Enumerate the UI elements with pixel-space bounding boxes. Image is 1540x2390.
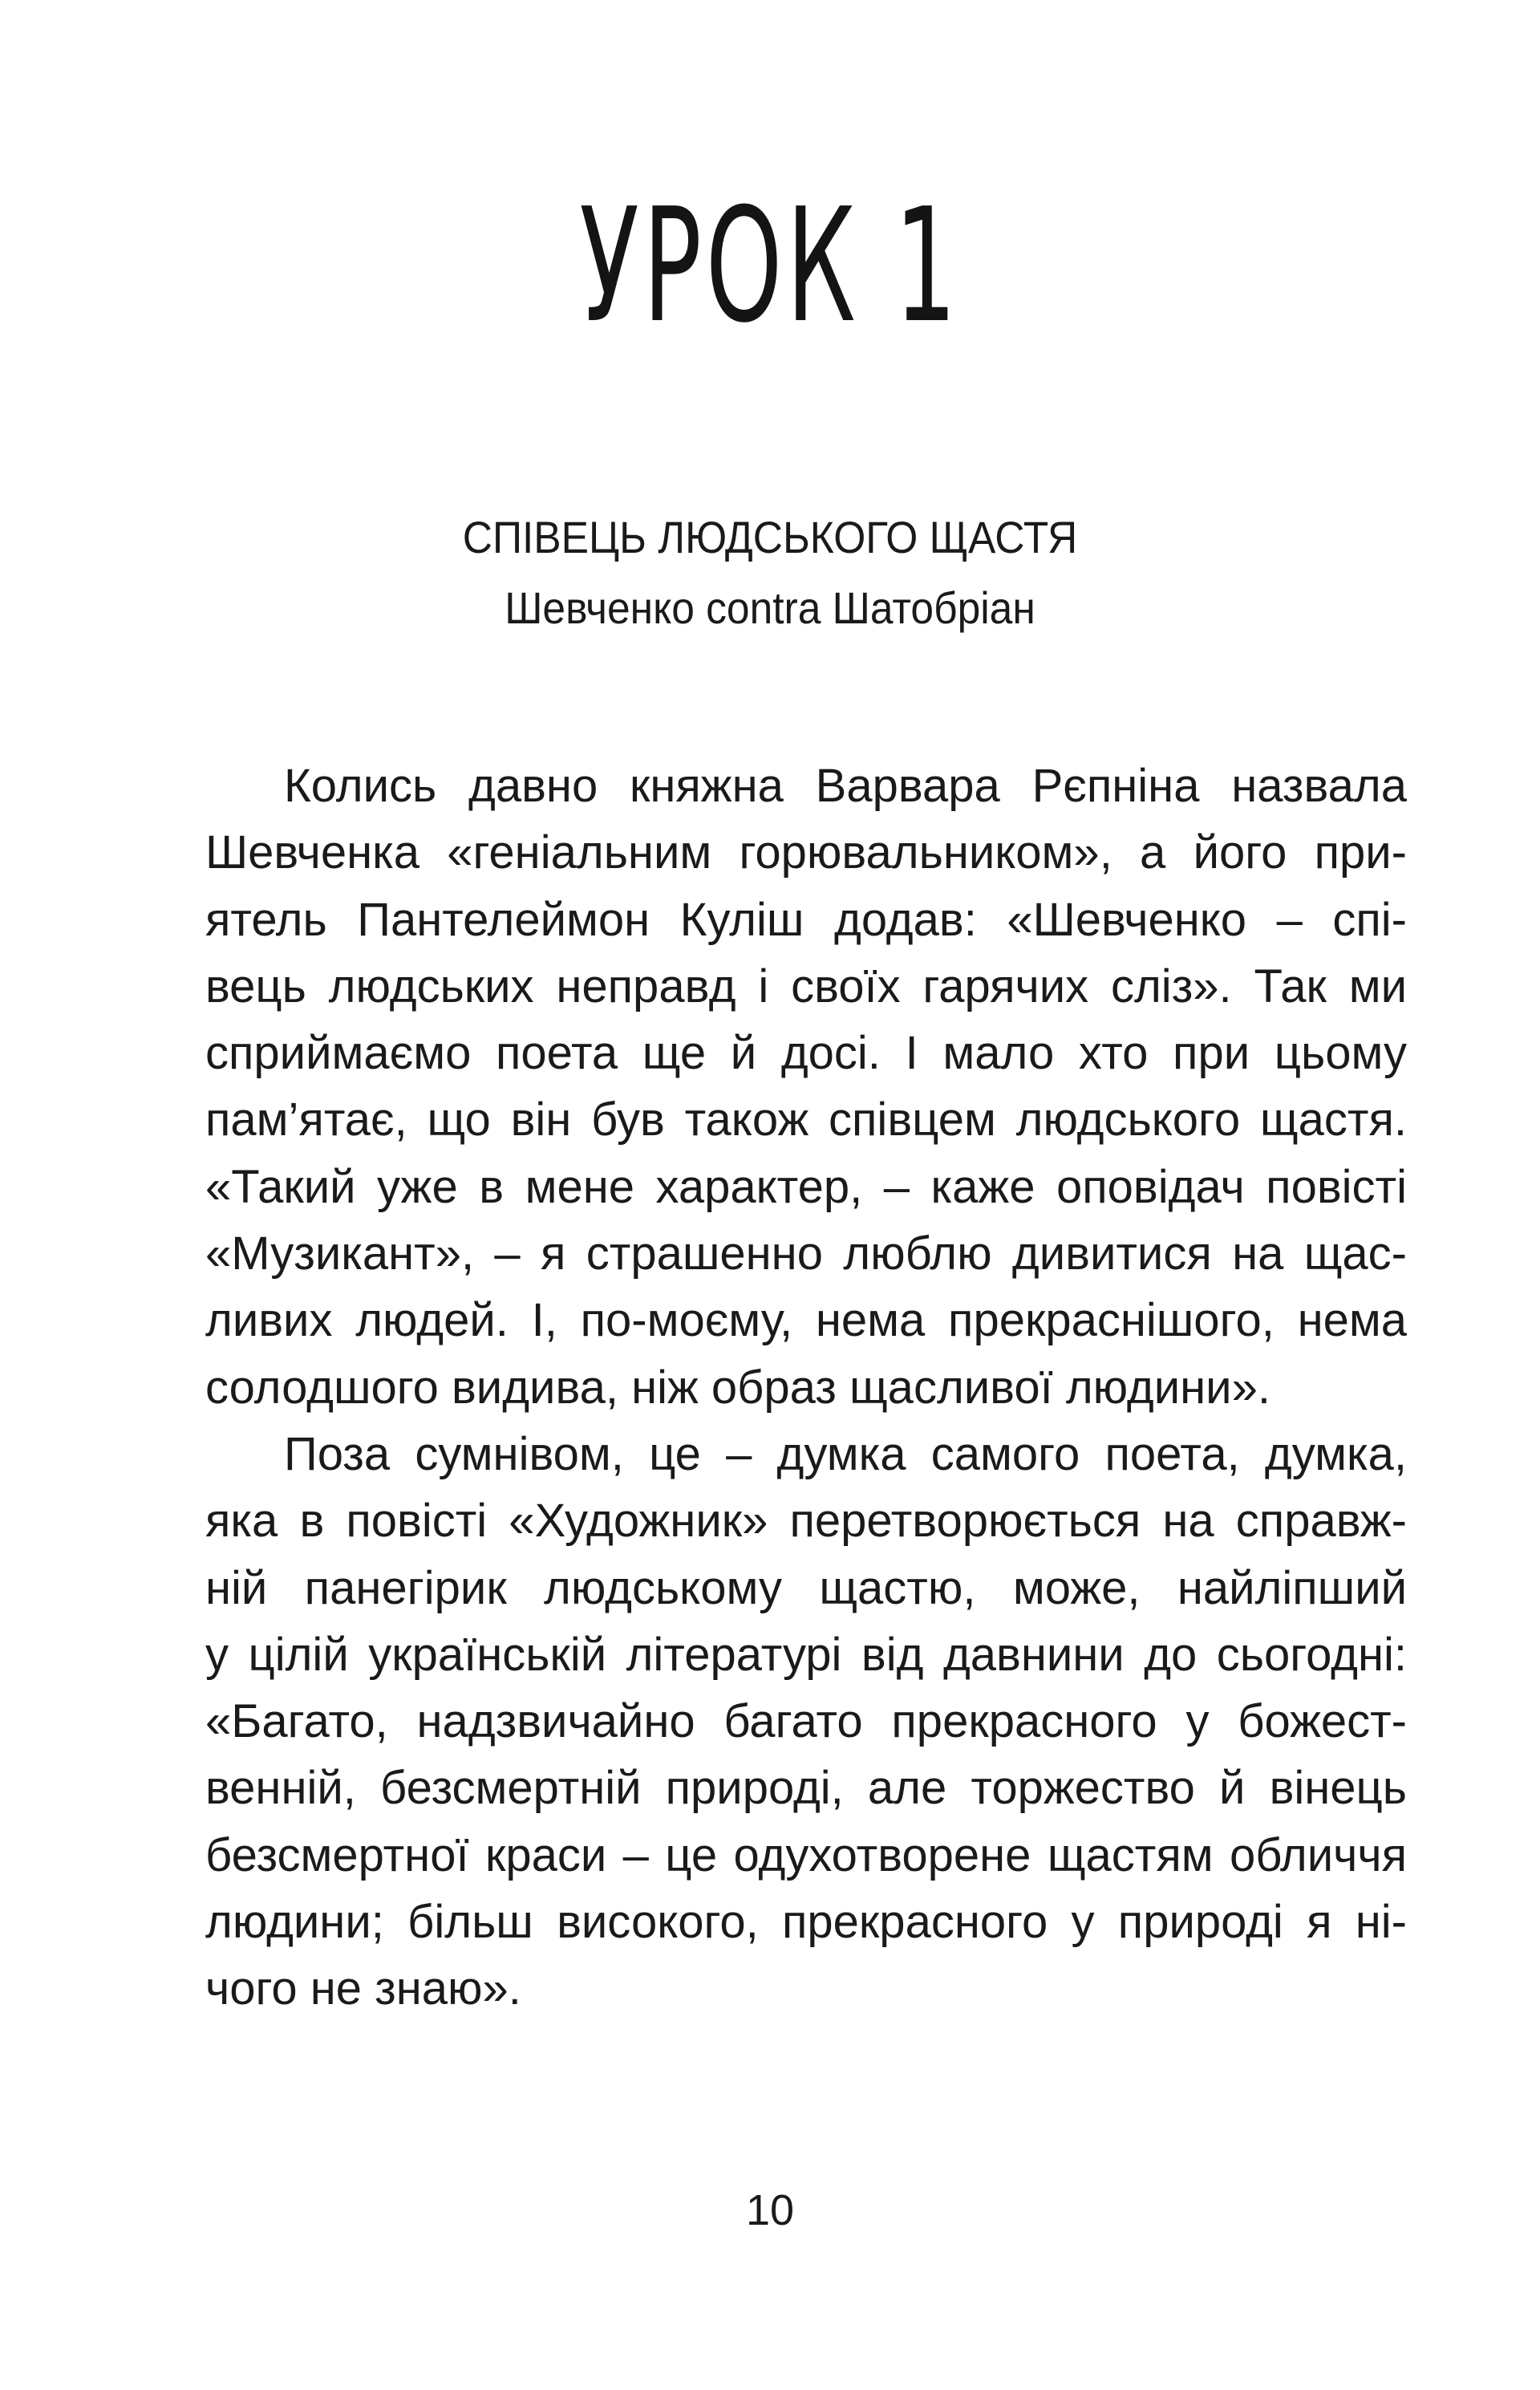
paragraph-1	[205, 753, 1407, 1421]
text-line: чого не знаю».	[205, 1962, 521, 2015]
text-line: ній панегірик людському щастю, може, найліпший	[205, 1561, 1407, 1614]
text-line: Поза сумнівом, це – думка самого поета, думка,	[284, 1427, 1407, 1480]
text-line: вець людських неправд і своїх гарячих сліз». Так ми	[205, 960, 1407, 1012]
text-line: Колись давно княжна Варвара Рєпніна назвала	[284, 760, 1407, 812]
text-line: у цілій українській літературі від давнини до сьогодні:	[205, 1628, 1407, 1681]
body-text	[205, 753, 1407, 2023]
text-line: ятель Пантелеймон Куліш додав: «Шевченко – спі-	[205, 893, 1407, 946]
text-line: «Музикант», – я страшенно люблю дивитися на щас-	[205, 1227, 1407, 1280]
section-subtitle: Шевченко contra Шатобріан	[505, 582, 1035, 633]
chapter-title: УРОК 1	[579, 175, 961, 358]
text-line: яка в повісті «Художник» перетворюється на справж-	[205, 1495, 1407, 1548]
text-line: Шевченка «геніальним горювальником», а його при-	[205, 826, 1407, 879]
text-line: сприймаємо поета ще й досі. І мало хто при цьому	[205, 1027, 1407, 1080]
text-line: «Такий уже в мене характер, – каже оповідач повісті	[205, 1160, 1407, 1213]
text-line: венній, безсмертній природі, але торжество й вінець	[205, 1762, 1407, 1815]
text-line: безсмертної краси – це одухотворене щастям обличчя	[205, 1828, 1407, 1881]
paragraph-2	[205, 1421, 1407, 2023]
text-line: людини; більш високого, прекрасного у природі я ні-	[205, 1896, 1407, 1949]
section-title: СПІВЕЦЬ ЛЮДСЬКОГО ЩАСТЯ	[462, 512, 1078, 562]
text-line: «Багато, надзвичайно багато прекрасного у божест-	[205, 1695, 1407, 1748]
page-number: 10	[745, 2186, 795, 2234]
text-line: солодшого видива, ніж образ щасливої людини».	[205, 1361, 1270, 1414]
text-line: пам’ятає, що він був також співцем людського щастя.	[205, 1094, 1407, 1146]
text-line: ливих людей. І, по-моєму, нема прекраснішого, нема	[205, 1294, 1407, 1347]
